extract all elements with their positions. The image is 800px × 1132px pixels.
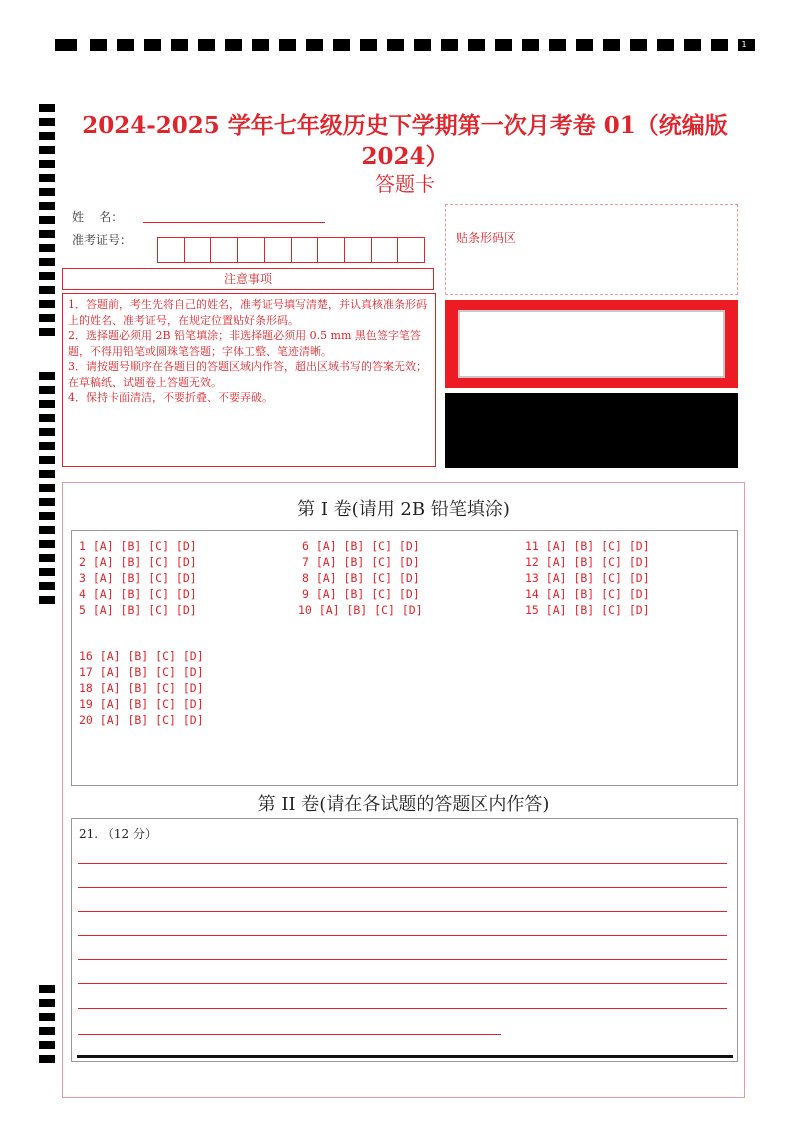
question-row[interactable]: 19 [A] [B] [C] [D] <box>79 697 204 711</box>
writing-line <box>78 1034 501 1035</box>
notice-heading: 注意事项 <box>62 268 434 290</box>
question-row[interactable]: 11 [A] [B] [C] [D] <box>525 539 650 553</box>
exam-id-label: 准考证号： <box>72 233 133 247</box>
question-row[interactable]: 6 [A] [B] [C] [D] <box>302 539 420 553</box>
notice-item: 3．请按题号顺序在各题目的答题区域内作答，超出区域书写的答案无效；在草稿纸、试题卷上答题无效。 <box>68 360 427 389</box>
question-row[interactable]: 4 [A] [B] [C] [D] <box>79 587 197 601</box>
writing-line <box>78 887 727 888</box>
question-row[interactable]: 20 [A] [B] [C] [D] <box>79 713 204 727</box>
black-box <box>445 393 738 468</box>
question-row[interactable]: 13 [A] [B] [C] [D] <box>525 571 650 585</box>
exam-id-boxes[interactable] <box>157 237 425 263</box>
question-row[interactable]: 3 [A] [B] [C] [D] <box>79 571 197 585</box>
question-row[interactable]: 10 [A] [B] [C] [D] <box>298 603 423 617</box>
page-subtitle: 答题卡 <box>375 172 435 196</box>
question-row[interactable]: 12 [A] [B] [C] [D] <box>525 555 650 569</box>
notice-item: 4．保持卡面清洁，不要折叠、不要弄破。 <box>68 391 273 404</box>
question-row[interactable]: 8 [A] [B] [C] [D] <box>302 571 420 585</box>
notice-item: 2．选择题必须用 2B 铅笔填涂；非选择题必须用 0.5 mm 黑色签字笔答题，不得用铅笔或圆珠笔答题；字体工整、笔迹清晰。 <box>68 329 421 358</box>
writing-line <box>78 911 727 912</box>
section2-title: 第 II 卷(请在各试题的答题区内作答) <box>257 794 550 815</box>
question-row[interactable]: 7 [A] [B] [C] [D] <box>302 555 420 569</box>
question-row[interactable]: 14 [A] [B] [C] [D] <box>525 587 650 601</box>
question-row[interactable]: 1 [A] [B] [C] [D] <box>79 539 197 553</box>
name-field[interactable] <box>143 222 325 223</box>
question-row[interactable]: 18 [A] [B] [C] [D] <box>79 681 204 695</box>
question-row[interactable]: 16 [A] [B] [C] [D] <box>79 649 204 663</box>
question-row[interactable]: 2 [A] [B] [C] [D] <box>79 555 197 569</box>
writing-line <box>78 863 727 864</box>
writing-line <box>78 1008 727 1009</box>
question-row[interactable]: 17 [A] [B] [C] [D] <box>79 665 204 679</box>
top-timing-marks <box>55 39 755 52</box>
page-title: 2024-2025 学年七年级历史下学期第一次月考卷 01（统编版 2024） <box>82 112 728 170</box>
writing-line <box>78 983 727 984</box>
barcode-area-label: 贴条形码区 <box>456 231 517 245</box>
question-row[interactable]: 9 [A] [B] [C] [D] <box>302 587 420 601</box>
notice-body <box>62 293 436 467</box>
writing-line <box>78 959 727 960</box>
notice-item: 1．答题前，考生先将自己的姓名，准考证号填写清楚，并认真核准条形码上的姓名、准考证号，在规定位置贴好条形码。 <box>68 298 427 327</box>
question-21-label: 21. （12 分） <box>79 827 157 841</box>
question-row[interactable]: 5 [A] [B] [C] [D] <box>79 603 197 617</box>
answer-box-21[interactable] <box>71 818 738 1062</box>
barcode-area <box>445 204 738 295</box>
section1-title: 第 I 卷(请用 2B 铅笔填涂) <box>297 499 510 520</box>
writing-line <box>78 935 727 936</box>
name-label: 姓 名： <box>72 210 124 224</box>
red-frame-box <box>445 300 738 388</box>
question-row[interactable]: 15 [A] [B] [C] [D] <box>525 603 650 617</box>
bottom-rule <box>77 1055 733 1058</box>
page-number: 1 <box>741 40 747 49</box>
